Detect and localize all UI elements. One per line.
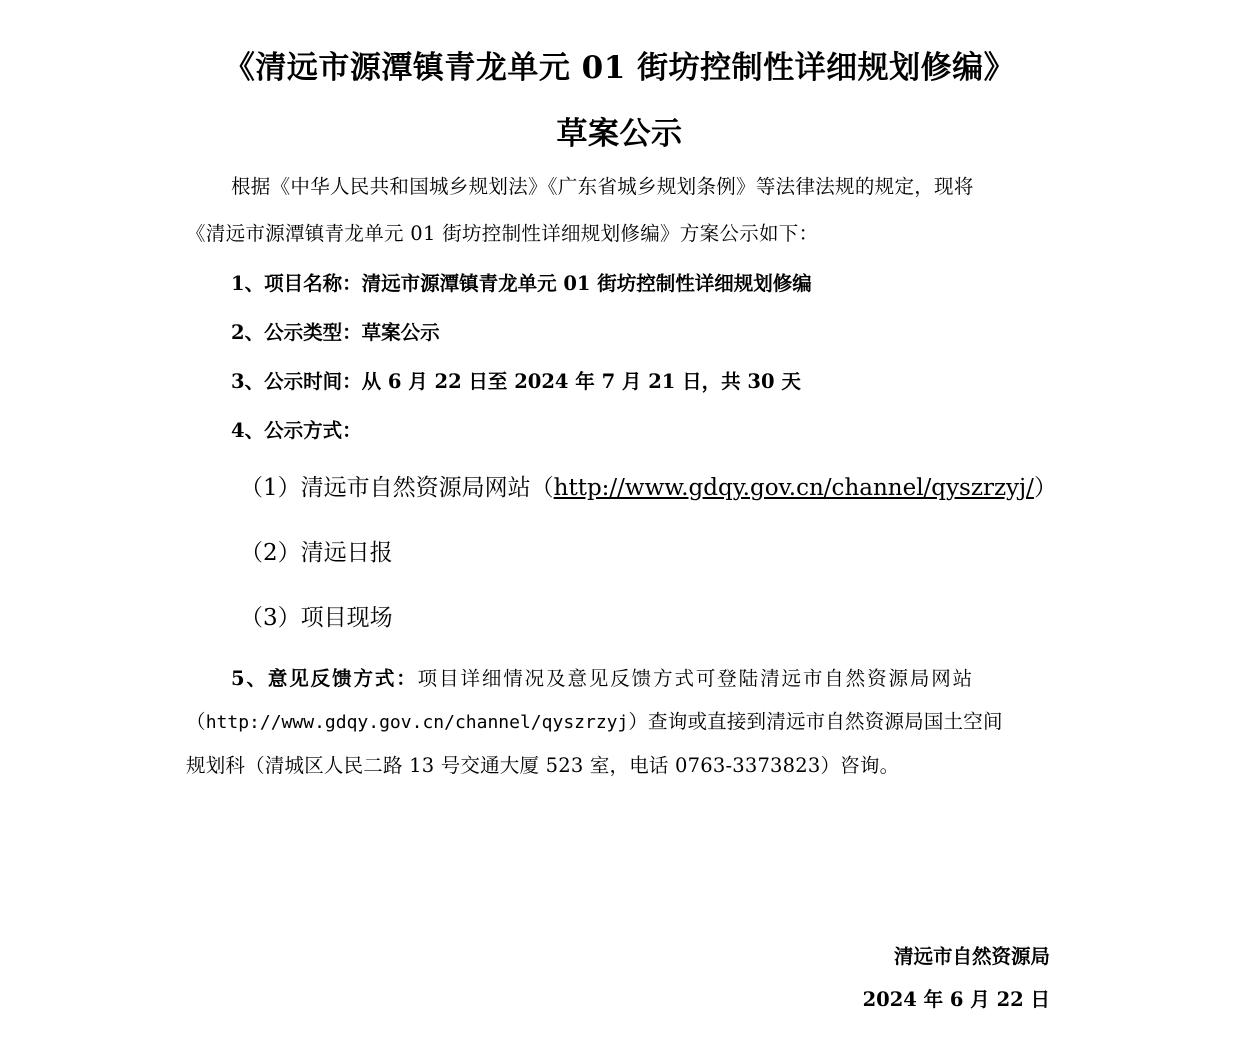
website-link[interactable]: http://www.gdqy.gov.cn/channel/qyszrzyj/	[553, 475, 1034, 501]
feedback-paren-open: （	[186, 710, 206, 733]
feedback-line-2	[186, 706, 1050, 734]
method-website	[240, 469, 1057, 502]
method-site: （3）项目现场	[240, 605, 393, 631]
item-project-name: 1、项目名称：清远市源潭镇青龙单元 01 街坊控制性详细规划修编	[231, 272, 812, 295]
method-website-suffix: ）	[1033, 475, 1057, 501]
document-subtitle: 草案公示	[556, 116, 683, 152]
item-notice-type: 2、公示类型：草案公示	[231, 321, 440, 344]
item-notice-method: 4、公示方式：	[231, 419, 362, 442]
feedback-line-2-text: ）查询或直接到清远市自然资源局国土空间	[628, 710, 1003, 733]
feedback-line-3: 规划科（清城区人民二路 13 号交通大厦 523 室，电话 0763-3373823）咨询。	[186, 754, 900, 777]
signature-date: 2024 年 6 月 22 日	[862, 988, 1050, 1011]
feedback-line-1-text: 项目详细情况及意见反馈方式可登陆清远市自然资源局网站	[417, 667, 975, 690]
signature-organization: 清远市自然资源局	[893, 945, 1050, 968]
feedback-line-1	[186, 663, 1050, 691]
intro-paragraph-line-1: 根据《中华人民共和国城乡规划法》《广东省城乡规划条例》等法律法规的规定，现将	[231, 175, 974, 198]
document-title: 《清远市源潭镇青龙单元 01 街坊控制性详细规划修编》	[223, 50, 1016, 86]
method-newspaper: （2）清远日报	[240, 540, 393, 566]
item-notice-time: 3、公示时间：从 6 月 22 日至 2024 年 7 月 21 日，共 30 天	[231, 370, 801, 393]
method-website-prefix: （1）清远市自然资源局网站（	[240, 475, 554, 501]
intro-paragraph-line-2: 《清远市源潭镇青龙单元 01 街坊控制性详细规划修编》方案公示如下：	[186, 222, 819, 245]
feedback-url: http://www.gdqy.gov.cn/channel/qyszrzyj	[205, 712, 629, 733]
feedback-label: 5、意见反馈方式：	[231, 667, 418, 690]
